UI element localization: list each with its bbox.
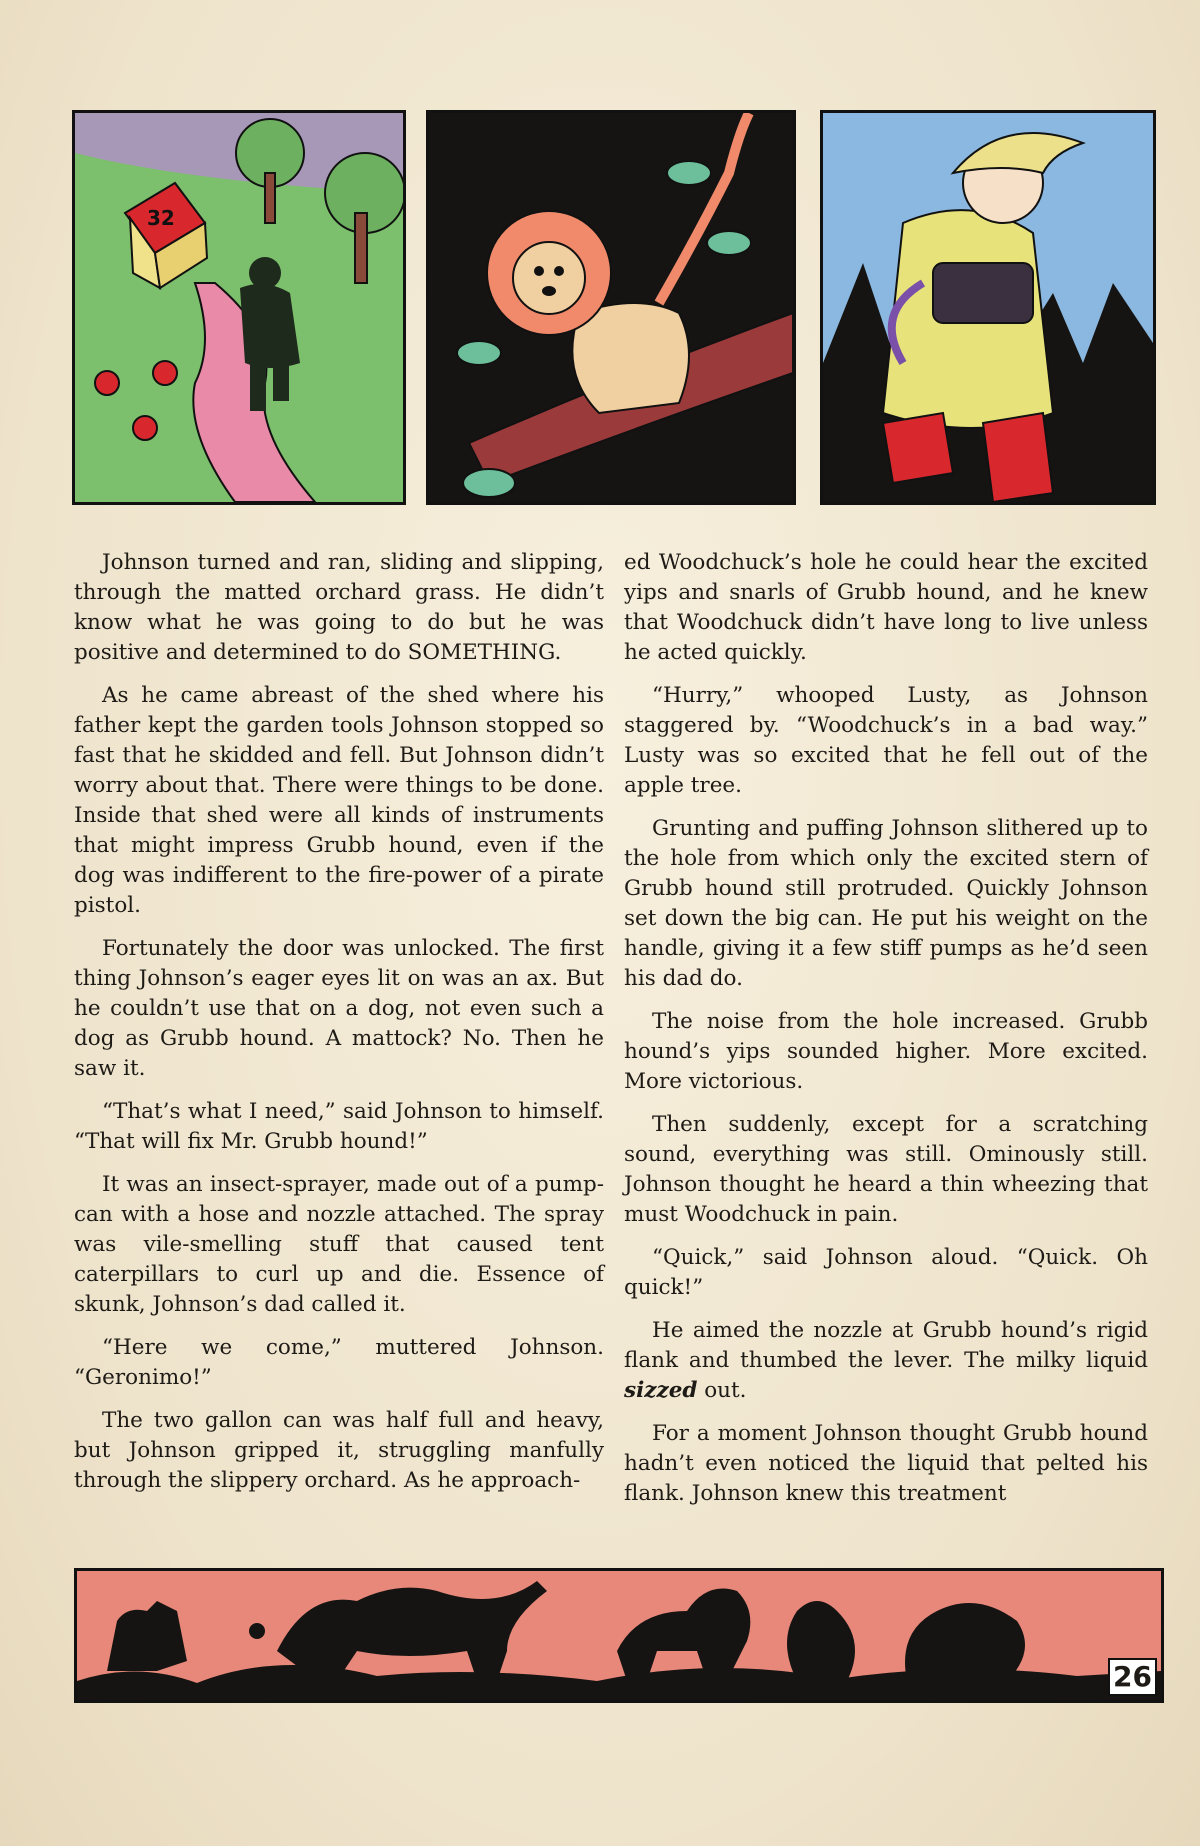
text-column-right bbox=[624, 548, 1148, 1522]
silhouette-illustration bbox=[77, 1571, 1161, 1700]
paragraph: Fortunately the door was unlocked. The first thing Johnson’s eager eyes lit on was an ax. But he couldn’t use that on a dog, not even such a dog as Grubb hound. A mattock? No. Then he saw it. bbox=[74, 936, 604, 1081]
paragraph: For a moment Johnson thought Grubb hound hadn’t even noticed the liquid that pelted his flank. Johnson knew this treatment bbox=[624, 1421, 1148, 1506]
paragraph: Johnson turned and ran, sliding and slipping, through the matted orchard grass. He didn’t know what he was going to do but he was positive and determined to do SOMETHING. bbox=[74, 550, 604, 665]
silhouette-strip bbox=[74, 1568, 1164, 1703]
text-column-left bbox=[74, 548, 604, 1509]
aim-text-before: He aimed the nozzle at Grubb hound’s rigid flank and thumbed the lever. The milky liquid bbox=[624, 1318, 1148, 1373]
lion-illustration bbox=[429, 113, 793, 502]
paragraph: Then suddenly, except for a scratching sound, everything was still. Ominously still. Johnson thought he heard a thin wheezing that must Woodchuck in pain. bbox=[624, 1112, 1148, 1227]
aim-emphasis: sizzed bbox=[624, 1378, 698, 1403]
paragraph: Grunting and puffing Johnson slithered up to the hole from which only the excited stern of Grubb hound still protruded. Quickly Johnson set down the big can. He put his weight on the handle, giving it a few stiff pumps as he’d seen his dad do. bbox=[624, 816, 1148, 991]
paragraph: “Here we come,” muttered Johnson. “Geronimo!” bbox=[74, 1335, 604, 1390]
paragraph: “Quick,” said Johnson aloud. “Quick. Oh quick!” bbox=[624, 1245, 1148, 1300]
aim-text-after: out. bbox=[697, 1378, 747, 1403]
panel-boy-sprayer bbox=[820, 110, 1156, 505]
paragraph-continued: ed Woodchuck’s hole he could hear the excited yips and snarls of Grubb hound, and he knew that Woodchuck didn’t have long to live unless he acted quickly. bbox=[624, 550, 1148, 665]
panel-lion bbox=[426, 110, 796, 505]
paragraph: The two gallon can was half full and heavy, but Johnson gripped it, struggling manfully through the slippery orchard. As he approach- bbox=[74, 1408, 604, 1493]
paragraph: “Hurry,” whooped Lusty, as Johnson staggered by. “Woodchuck’s in a bad way.” Lusty was so excited that he fell out of the apple tree. bbox=[624, 683, 1148, 798]
paragraph: It was an insect-sprayer, made out of a pump-can with a hose and nozzle attached. The spray was vile-smelling stuff that caused tent caterpillars to curl up and die. Essence of skunk, Johnson’s dad called it. bbox=[74, 1172, 604, 1317]
paragraph: As he came abreast of the shed where his father kept the garden tools Johnson stopped so fast that he skidded and fell. But Johnson didn’t worry about that. There were things to be done. Inside that shed were all kinds of instruments that might impress Grubb hound, even if the dog was indifferent to the fire-power of a pirate pistol. bbox=[74, 683, 604, 918]
paragraph-aim bbox=[624, 1316, 1148, 1406]
paragraph: The noise from the hole increased. Grubb hound’s yips sounded higher. More excited. More victorious. bbox=[624, 1009, 1148, 1094]
house-number: 32 bbox=[147, 206, 175, 230]
orchard-illustration bbox=[75, 113, 403, 502]
panel-orchard bbox=[72, 110, 406, 505]
paragraph: “That’s what I need,” said Johnson to himself. “That will fix Mr. Grubb hound!” bbox=[74, 1099, 604, 1154]
boy-illustration bbox=[823, 113, 1153, 502]
page-number: 26 bbox=[1108, 1658, 1157, 1696]
